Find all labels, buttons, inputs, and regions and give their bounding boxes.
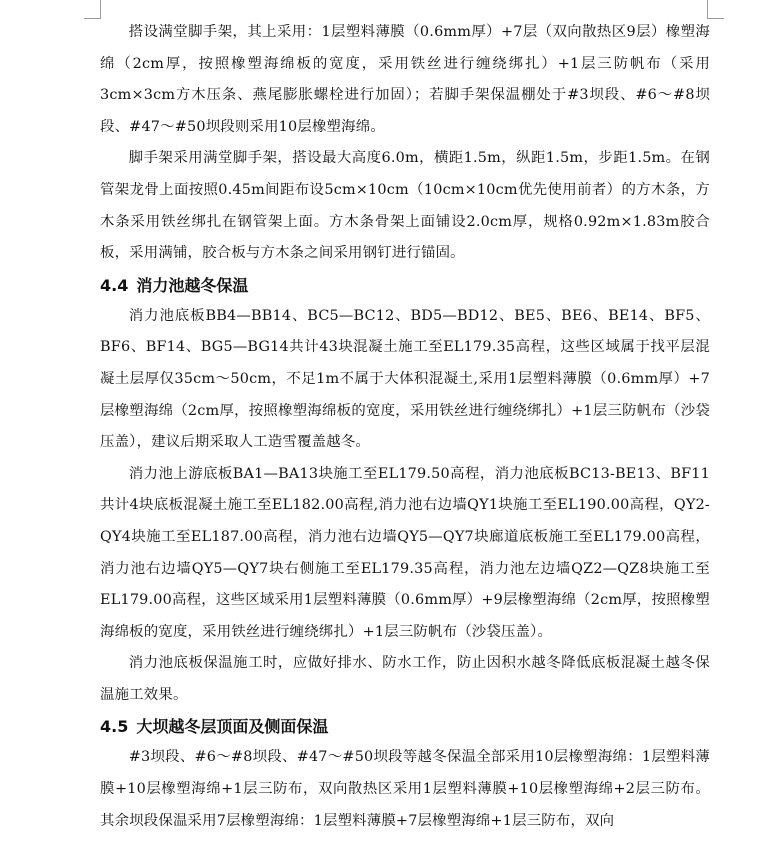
section-heading — [100, 711, 710, 742]
paragraph: 消力池底板保温施工时，应做好排水、防水工作，防止因积水越冬降低底板混凝土越冬保温施工效果。 — [100, 655, 710, 703]
paragraph: 脚手架采用满堂脚手架，搭设最大高度6.0m，横距1.5m，纵距1.5m，步距1.5m。在钢管架龙骨上面按照0.45m间距布设5cm×10cm（10cm×10cm优先使用前者）的方木条，方木条采用铁丝绑扎在钢管架上面。方木条骨架上面铺设2.0cm厚，规格0.92m×1.83m胶合板，采用满铺，胶合板与方木条之间采用钢钉进行锚固。 — [100, 150, 710, 262]
paragraph: #3坝段、#6～#8坝段、#47～#50坝段等越冬保温全部采用10层橡塑海绵：1层塑料薄膜+10层橡塑海绵+1层三防布，双向散热区采用1层塑料薄膜+10层橡塑海绵+2层三防布。其余坝段保温采用7层橡塑海绵：1层塑料薄膜+7层橡塑海绵+1层三防布，双向 — [100, 749, 710, 829]
paragraph: 搭设满堂脚手架，其上采用：1层塑料薄膜（0.6mm厚）+7层（双向散热区9层）橡塑海绵（2cm厚，按照橡塑海绵板的宽度，采用铁丝进行缠绕绑扎）+1层三防帆布（采用3cm×3cm方木压条、燕尾膨胀螺栓进行加固）；若脚手架保温棚处于#3坝段、#6～#8坝段、#47～#50坝段则采用10层橡塑海绵。 — [100, 24, 710, 135]
margin-corner-mark — [84, 18, 101, 19]
document-body — [100, 17, 710, 837]
section-title: 消力池越冬保温 — [136, 275, 249, 295]
section-number: 4.4 — [100, 275, 129, 295]
section-heading — [100, 270, 710, 301]
section-number: 4.5 — [100, 717, 129, 737]
section-title: 大坝越冬层顶面及侧面保温 — [136, 717, 329, 737]
paragraph: 消力池底板BB4—BB14、BC5—BC12、BD5—BD12、BE5、BE6、BE14、BF5、BF6、BF14、BG5—BG14共计43块混凝土施工至EL179.35高程，这些区域属于找平层混凝土层厚仅35cm～50cm，不足1m不属于大体积混凝土,采用1层塑料薄膜（0.6mm厚）+7层橡塑海绵（2cm厚，按照橡塑海绵板的宽度，采用铁丝进行缠绕绑扎）+1层三防帆布（沙袋压盖），建议后期采取人工造雪覆盖越冬。 — [100, 307, 710, 451]
paragraph: 消力池上游底板BA1—BA13块施工至EL179.50高程，消力池底板BC13-BE13、BF11共计4块底板混凝土施工至EL182.00高程,消力池右边墙QY1块施工至EL190.00高程，QY2-QY4块施工至EL187.00高程，消力池右边墙QY5—QY7块廊道底板施工至EL179.00高程，消力池右边墙QY5—QY7块右侧施工至EL179.35高程，消力池左边墙QZ2—QZ8块施工至EL179.00高程，这些区域采用1层塑料薄膜（0.6mm厚）+9层橡塑海绵（2cm厚，按照橡塑海绵板的宽度，采用铁丝进行缠绕绑扎）+1层三防帆布（沙袋压盖）。 — [100, 465, 710, 640]
